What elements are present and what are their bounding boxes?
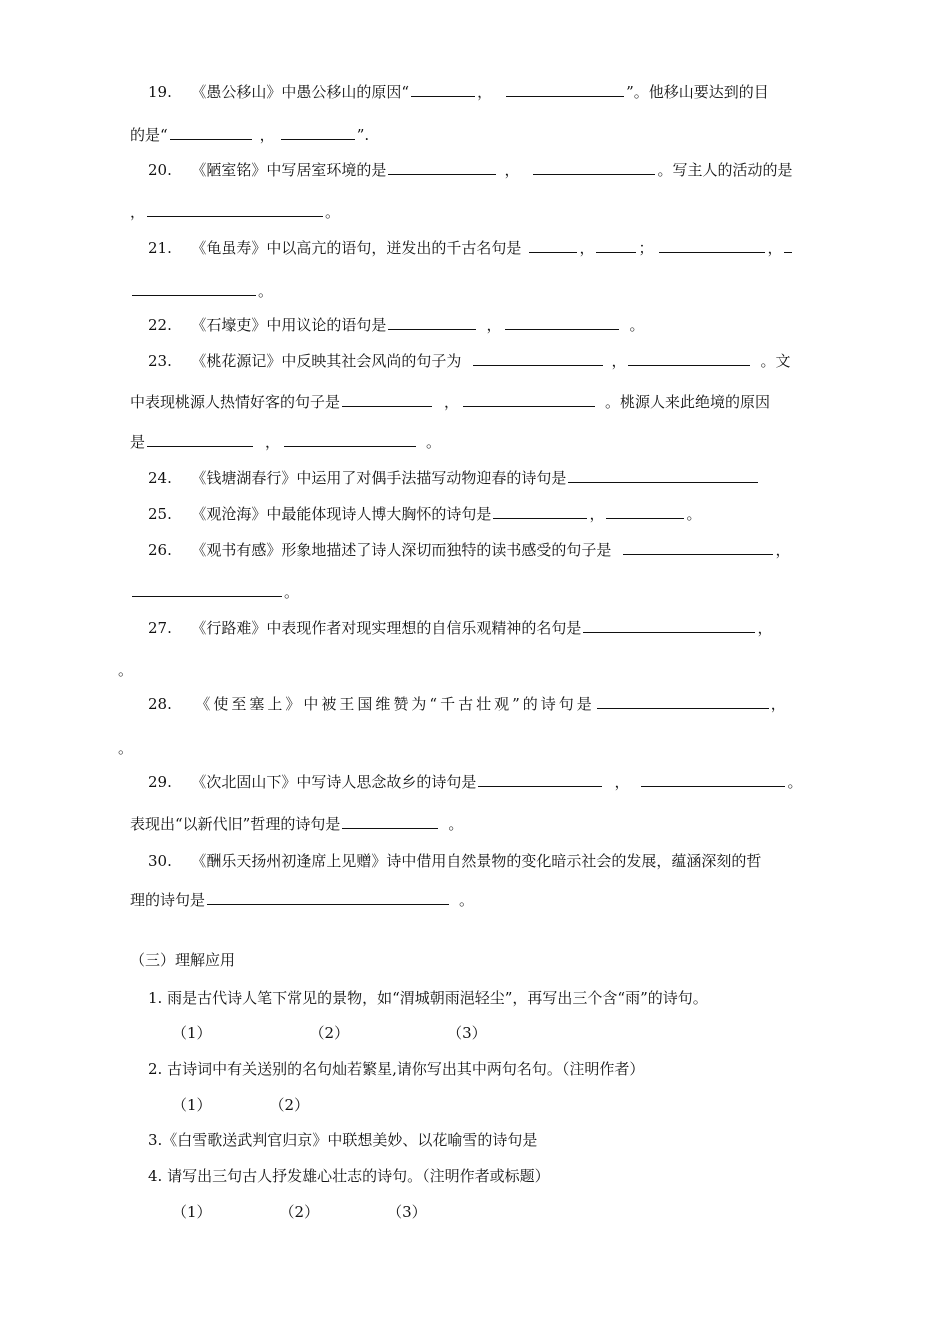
q30-blank[interactable] xyxy=(207,890,449,905)
app-q4-option-3: （3） xyxy=(387,1203,427,1221)
q30-number: 30. xyxy=(148,852,172,870)
q23-number: 23. xyxy=(148,352,172,370)
app-q1-option-3: （3） xyxy=(447,1024,487,1042)
q22-blank-2[interactable] xyxy=(505,315,619,330)
app-q3-text: 3.《白雪歌送武判官归京》中联想美妙、以花喻雪的诗句是 xyxy=(148,1131,538,1149)
app-q4-option-2: （2） xyxy=(279,1203,320,1221)
q23-blank-2[interactable] xyxy=(628,351,750,366)
q20-blank-2[interactable] xyxy=(533,160,655,175)
app-q1-text: 1. 雨是古代诗人笔下常见的景物，如“渭城朝雨浥轻尘”，再写出三个含“雨”的诗句。 xyxy=(148,989,708,1007)
q20-number: 20. xyxy=(148,161,172,179)
q29-number: 29. xyxy=(148,773,172,791)
q25-line: 25. 《观沧海》中最能体现诗人博大胸怀的诗句是 ， 。 xyxy=(148,505,702,523)
section-heading: （三）理解应用 xyxy=(130,951,236,969)
q21-line-1: 21. 《龟虽寿》中以高亢的语句，迸发出的千古名句是 ， ； ， xyxy=(148,238,794,258)
q22-blank-1[interactable] xyxy=(388,315,476,330)
q27-line-1: 27. 《行路难》中表现作者对现实理想的自信乐观精神的名句是 ， xyxy=(148,619,773,637)
q23-blank-5[interactable] xyxy=(147,432,253,447)
q25-blank-2[interactable] xyxy=(606,504,684,519)
q21-number: 21. xyxy=(148,239,172,257)
q19-blank-4[interactable] xyxy=(281,125,355,140)
q23-blank-4[interactable] xyxy=(463,392,595,407)
q19-text: 《愚公移山》中愚公移山的原因“ xyxy=(191,83,410,101)
q23-blank-6[interactable] xyxy=(284,432,416,447)
q21-blank-3b[interactable] xyxy=(784,238,792,253)
app-q2-options xyxy=(172,1095,309,1115)
q19-line-2: 的是“ ， ”. xyxy=(130,126,370,144)
q25-blank-1[interactable] xyxy=(493,504,587,519)
app-q4-option-1: （1） xyxy=(172,1203,212,1221)
app-q2-option-2: （2） xyxy=(269,1096,310,1114)
app-q1-options xyxy=(172,1023,487,1043)
q19-blank-1[interactable] xyxy=(411,82,475,97)
q28-blank-1[interactable] xyxy=(597,694,769,709)
q24-blank[interactable] xyxy=(568,468,758,483)
q21-blank-3[interactable] xyxy=(659,238,765,253)
q30-line-2: 理的诗句是 。 xyxy=(130,891,475,909)
q20-blank-1[interactable] xyxy=(388,160,496,175)
q26-number: 26. xyxy=(148,541,172,559)
q30-line-1: 30. 《酬乐天扬州初逢席上见赠》诗中借用自然景物的变化暗示社会的发展，蕴涵深刻的哲 xyxy=(148,852,762,870)
q28-line-2: 。 xyxy=(118,739,134,757)
q23-line-1: 23. 《桃花源记》中反映其社会风尚的句子为 ， 。文 xyxy=(148,352,791,370)
q28-line-1: 28. 《使至塞上》中被王国维赞为“千古壮观”的诗句是 ， xyxy=(148,695,786,713)
q29-line-1: 29. 《次北固山下》中写诗人思念故乡的诗句是 ， 。 xyxy=(148,773,803,791)
app-q1-option-2: （2） xyxy=(309,1024,350,1042)
q21-blank-1[interactable] xyxy=(529,238,577,253)
q19-blank-2[interactable] xyxy=(506,82,624,97)
app-q4-options xyxy=(172,1202,427,1222)
q27-line-2: 。 xyxy=(118,661,134,679)
q28-number: 28. xyxy=(148,695,172,713)
q26-line-2: 。 xyxy=(130,582,299,602)
q29-blank-2[interactable] xyxy=(641,772,785,787)
q21-line-2: 。 xyxy=(130,281,273,301)
q27-number: 27. xyxy=(148,619,172,637)
q27-blank-1[interactable] xyxy=(583,618,755,633)
q20-blank-3[interactable] xyxy=(147,202,323,217)
q21-blank-4[interactable] xyxy=(132,281,256,296)
q23-line-3: 是 ， 。 xyxy=(130,433,442,451)
q26-line-1: 26. 《观书有感》形象地描述了诗人深切而独特的读书感受的句子是 ， xyxy=(148,541,791,559)
app-q2-option-1: （1） xyxy=(172,1096,212,1114)
q24-number: 24. xyxy=(148,469,172,487)
q29-line-2: 表现出“以新代旧”哲理的诗句是 。 xyxy=(130,815,464,833)
q24-line: 24. 《钱塘湖春行》中运用了对偶手法描写动物迎春的诗句是 xyxy=(148,468,760,488)
q23-line-2: 中表现桃源人热情好客的句子是 ， 。桃源人来此绝境的原因 xyxy=(130,393,771,411)
q20-line-2: ， 。 xyxy=(130,203,341,221)
q29-blank-3[interactable] xyxy=(342,814,438,829)
q19-blank-3[interactable] xyxy=(170,125,252,140)
q26-blank-1[interactable] xyxy=(623,540,773,555)
q22-number: 22. xyxy=(148,316,172,334)
q19-number: 19. xyxy=(148,83,172,101)
q19-line-1: 19. 《愚公移山》中愚公移山的原因“ ， ”。他移山要达到的目 xyxy=(148,83,769,101)
q25-number: 25. xyxy=(148,505,172,523)
q26-blank-2[interactable] xyxy=(132,582,282,597)
app-q1-option-1: （1） xyxy=(172,1024,212,1042)
app-q4-text: 4. 请写出三句古人抒发雄心壮志的诗句。（注明作者或标题） xyxy=(148,1167,550,1185)
q23-blank-3[interactable] xyxy=(342,392,432,407)
q29-blank-1[interactable] xyxy=(478,772,602,787)
q21-blank-2[interactable] xyxy=(596,238,636,253)
q20-line-1: 20. 《陋室铭》中写居室环境的是 ， 。写主人的活动的是 xyxy=(148,161,793,179)
q23-blank-1[interactable] xyxy=(473,351,603,366)
q22-line: 22. 《石壕吏》中用议论的语句是 ， 。 xyxy=(148,316,645,334)
app-q2-text: 2. 古诗词中有关送别的名句灿若繁星,请你写出其中两句名句。（注明作者） xyxy=(148,1060,645,1078)
